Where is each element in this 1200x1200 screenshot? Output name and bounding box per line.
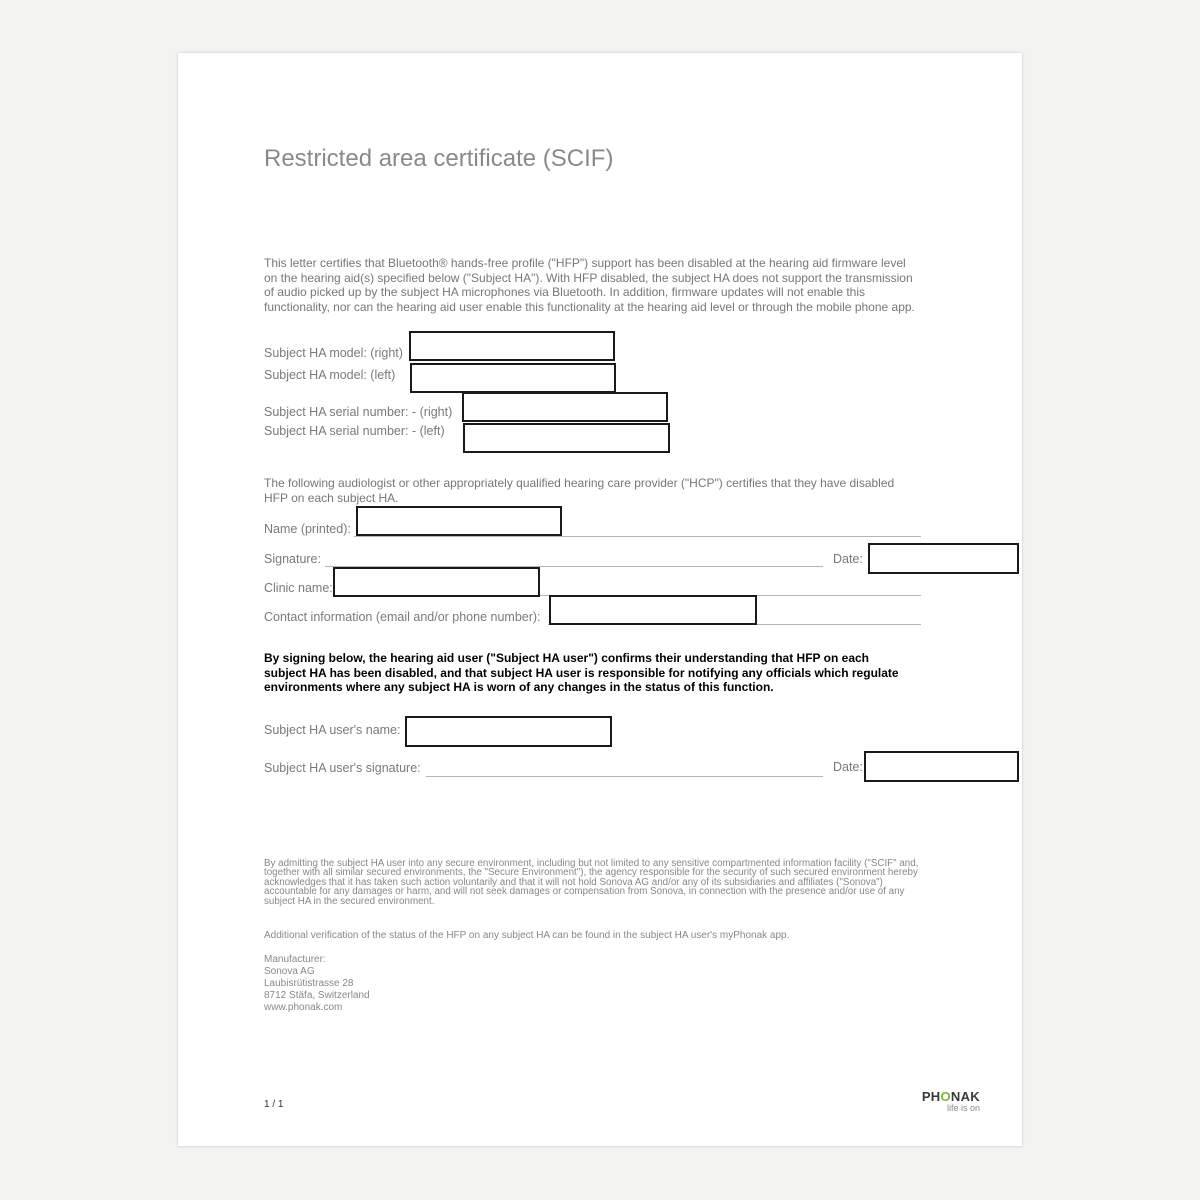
clinic-name-field[interactable] (333, 567, 540, 597)
serial-left-label: Subject HA serial number: - (left) (264, 424, 445, 438)
hcp-name-field[interactable] (356, 506, 562, 536)
user-signature-label: Subject HA user's signature: (264, 761, 421, 775)
manufacturer-company: Sonova AG (264, 966, 315, 977)
hcp-date-field[interactable] (868, 543, 1019, 574)
logo-tagline: life is on (946, 1103, 980, 1113)
contact-label: Contact information (email and/or phone number): (264, 610, 541, 624)
user-signature-line[interactable] (426, 776, 823, 777)
user-name-field[interactable] (405, 716, 612, 747)
phonak-logo (920, 1089, 980, 1113)
user-date-label: Date: (833, 760, 863, 774)
user-date-field[interactable] (864, 751, 1019, 782)
user-name-label: Subject HA user's name: (264, 723, 401, 737)
verification-note: Additional verification of the status of the HFP on any subject HA can be found in the subject HA user's myPhonak app. (264, 930, 790, 941)
hcp-name-line (354, 536, 921, 537)
model-left-field[interactable] (410, 363, 616, 393)
logo-wordmark: PHONAK (921, 1089, 980, 1104)
serial-left-field[interactable] (463, 423, 670, 453)
disclaimer: By admitting the subject HA user into any secure environment, including but not limited to any sensitive compartmented information facility ("SCIF" and, together with all similar secured environments, the "Secure Environment"), the agency responsible for the security of such secured environment hereby acknowledges that it has taken such action voluntarily and that it will not hold Sonova AG and/or any of its subsidiaries and affiliates ("Sonova") accountable for any damages or harm, and will not seek damages or compensation from Sonova, in connection with the presence and/or use of any subject HA in the secured environment. (264, 858, 919, 907)
page-number: 1 / 1 (264, 1099, 284, 1110)
manufacturer-web: www.phonak.com (264, 1002, 343, 1013)
serial-right-label: Subject HA serial number: - (right) (264, 405, 453, 419)
serial-right-field[interactable] (462, 392, 668, 422)
model-left-label: Subject HA model: (left) (264, 368, 396, 382)
manufacturer-street: Laubisrütistrasse 28 (264, 978, 354, 989)
manufacturer-city: 8712 Stäfa, Switzerland (264, 990, 370, 1001)
clinic-name-label: Clinic name: (264, 581, 333, 595)
document-page (178, 53, 1022, 1146)
manufacturer-block (264, 954, 370, 1014)
user-statement: By signing below, the hearing aid user ("Subject HA user") confirms their understanding that HFP on each subject HA has been disabled, and that subject HA user is responsible for notifying any officials which regulate environments where any subject HA is worn of any changes in the status of this function. (264, 651, 899, 695)
model-right-field[interactable] (409, 331, 615, 361)
hcp-date-label: Date: (833, 552, 863, 566)
hcp-name-label: Name (printed): (264, 522, 351, 536)
hcp-paragraph: The following audiologist or other appropriately qualified hearing care provider ("HCP") certifies that they have disabled HFP on each subject HA. (264, 476, 895, 505)
model-right-label: Subject HA model: (right) (264, 346, 403, 360)
intro-paragraph: This letter certifies that Bluetooth® hands-free profile ("HFP") support has been disabled at the hearing aid firmware level on the hearing aid(s) specified below ("Subject HA"). With HFP disabled, the subject HA does not support the transmission of audio picked up by the subject HA microphones via Bluetooth. In addition, firmware updates will not enable this functionality, nor can the hearing aid user enable this functionality at the hearing aid level or through the mobile phone app. (264, 256, 915, 314)
contact-field[interactable] (549, 595, 757, 625)
document-title: Restricted area certificate (SCIF) (264, 145, 614, 172)
manufacturer-heading: Manufacturer: (264, 954, 326, 965)
hcp-signature-label: Signature: (264, 552, 321, 566)
